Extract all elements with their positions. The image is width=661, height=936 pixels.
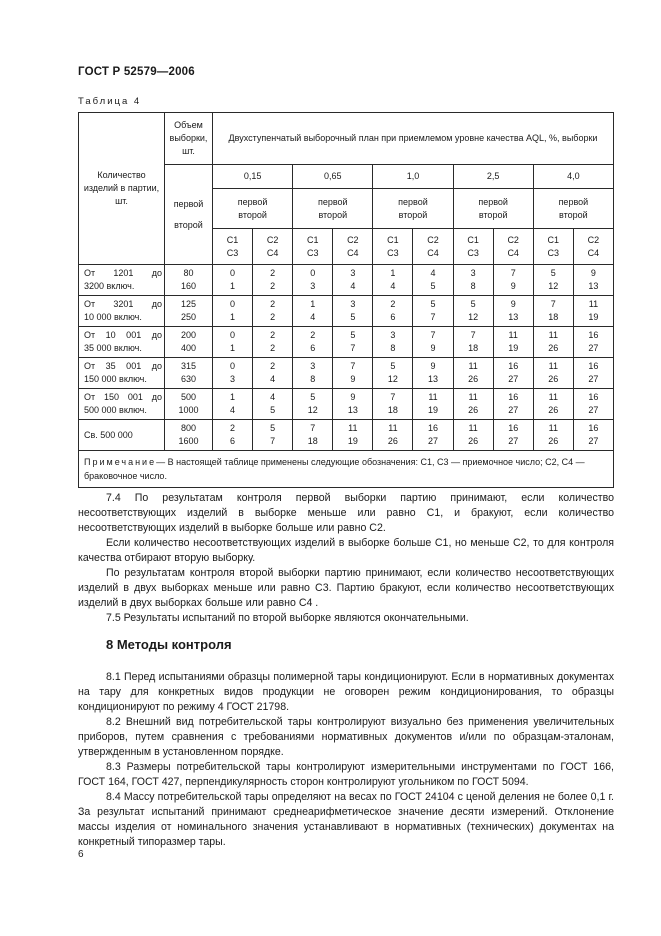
table-row xyxy=(79,389,614,420)
acceptance-number: 11 19 xyxy=(333,420,373,451)
acceptance-number: 11 19 xyxy=(573,296,613,327)
col-c2-c4: С2 С4 xyxy=(413,229,453,265)
paragraph: По результатам контроля второй выборки партию принимают, если количество несоответствующих изделий в двух выборках меньше или равно С3. Партию бракуют, если количество несоответствующих изделий в двух выборках больше или равно С4 . xyxy=(78,567,614,609)
paragraph: 8.1 Перед испытаниями образцы полимерной тары кондиционируют. Если в нормативных документах на тару для конкретных видов продукции не оговорен режим кондиционирования, то образцы кондиционируют по режиму 4 ГОСТ 21798. xyxy=(78,671,614,713)
col-c2-c4: С2 С4 xyxy=(573,229,613,265)
acceptance-number: 2 6 xyxy=(373,296,413,327)
acceptance-number: 7 18 xyxy=(373,389,413,420)
acceptance-number: 0 3 xyxy=(293,265,333,296)
sample-size: 800 1600 xyxy=(165,420,213,451)
table-note xyxy=(79,451,614,488)
aql-level: 1,0 xyxy=(373,165,453,189)
acceptance-number: 5 7 xyxy=(333,327,373,358)
acceptance-number: 2 6 xyxy=(213,420,253,451)
paragraph: 8.4 Массу потребительской тары определяют на весах по ГОСТ 24104 с ценой деления не более 0,1 г. За результат испытаний принимают среднеарифметическое значение десяти измерений. Отклонение массы изделия от номинального значения устанавливают в нормативных (технических) документах на конкретный типоразмер тары. xyxy=(78,791,614,848)
sample-size: 200 400 xyxy=(165,327,213,358)
table-row xyxy=(79,358,614,389)
acceptance-number: 2 2 xyxy=(253,265,293,296)
col-c1-c3: С1 С3 xyxy=(533,229,573,265)
acceptance-number: 11 26 xyxy=(373,420,413,451)
acceptance-number: 11 26 xyxy=(453,358,493,389)
acceptance-number: 9 13 xyxy=(413,358,453,389)
acceptance-number: 11 26 xyxy=(533,358,573,389)
acceptance-number: 2 6 xyxy=(293,327,333,358)
acceptance-number: 7 9 xyxy=(413,327,453,358)
acceptance-number: 16 27 xyxy=(573,420,613,451)
acceptance-number: 3 5 xyxy=(333,296,373,327)
acceptance-number: 16 27 xyxy=(573,389,613,420)
aql-level: 0,65 xyxy=(293,165,373,189)
header-batch-quantity: Количество изделий в партии, шт. xyxy=(79,113,165,265)
acceptance-number: 11 26 xyxy=(533,389,573,420)
table-row xyxy=(79,327,614,358)
document-code-header: ГОСТ Р 52579—2006 xyxy=(78,66,195,78)
acceptance-number: 3 8 xyxy=(453,265,493,296)
acceptance-number: 4 5 xyxy=(253,389,293,420)
header-sample-first-second: первой второй xyxy=(165,165,213,265)
paragraph: 8.3 Размеры потребительской тары контролируют измерительными инструментами по ГОСТ 166, ГОСТ 164, ГОСТ 427, перпендикулярность сторон контролируют угольником по ГОСТ 5094. xyxy=(78,761,614,788)
header-sample-volume: Объем выборки, шт. xyxy=(165,113,213,165)
acceptance-number: 1 4 xyxy=(293,296,333,327)
sample-stage-label: первой второй xyxy=(213,189,293,229)
sample-stage-label: первой второй xyxy=(533,189,613,229)
acceptance-number: 4 5 xyxy=(413,265,453,296)
paragraph: 7.4 По результатам контроля первой выборки партию принимают, если количество несоответствующих изделий в выборке меньше или равно С1, и бракуют, если количество несоответствующих изделий в выборке больше или равно С2. xyxy=(78,492,614,534)
table-caption: Таблица 4 xyxy=(78,96,142,107)
acceptance-number: 11 26 xyxy=(453,389,493,420)
table-row xyxy=(79,420,614,451)
acceptance-number: 2 2 xyxy=(253,296,293,327)
col-c1-c3: С1 С3 xyxy=(373,229,413,265)
acceptance-number: 0 3 xyxy=(213,358,253,389)
section-8-text xyxy=(78,670,614,850)
batch-range: От 35 001 до 150 000 включ. xyxy=(79,358,165,389)
acceptance-number: 7 9 xyxy=(493,265,533,296)
page-number: 6 xyxy=(78,849,84,860)
note-text: — В настоящей таблице применены следующие обозначения: С1, С3 — приемочное число; С2, С4 — браковочное число. xyxy=(84,457,585,481)
acceptance-number: 11 26 xyxy=(533,420,573,451)
acceptance-number: 0 1 xyxy=(213,327,253,358)
acceptance-number: 9 13 xyxy=(493,296,533,327)
sampling-plan-table xyxy=(78,112,614,488)
acceptance-number: 2 4 xyxy=(253,358,293,389)
acceptance-number: 3 8 xyxy=(293,358,333,389)
acceptance-number: 5 7 xyxy=(253,420,293,451)
acceptance-number: 7 18 xyxy=(293,420,333,451)
table-row xyxy=(79,296,614,327)
batch-range: От 150 001 до 500 000 включ. xyxy=(79,389,165,420)
acceptance-number: 16 27 xyxy=(573,358,613,389)
batch-range: От 10 001 до 35 000 включ. xyxy=(79,327,165,358)
acceptance-number: 5 12 xyxy=(373,358,413,389)
acceptance-number: 16 27 xyxy=(493,389,533,420)
acceptance-number: 11 19 xyxy=(493,327,533,358)
acceptance-number: 11 26 xyxy=(453,420,493,451)
acceptance-number: 11 26 xyxy=(533,327,573,358)
col-c1-c3: С1 С3 xyxy=(213,229,253,265)
sample-stage-label: первой второй xyxy=(293,189,373,229)
acceptance-number: 9 13 xyxy=(333,389,373,420)
acceptance-number: 7 9 xyxy=(333,358,373,389)
acceptance-number: 5 12 xyxy=(453,296,493,327)
acceptance-number: 5 12 xyxy=(533,265,573,296)
batch-range: Св. 500 000 xyxy=(79,420,165,451)
batch-range: От 3201 до 10 000 включ. xyxy=(79,296,165,327)
paragraph: Если количество несоответствующих изделий в выборке больше С1, но меньше С2, то для контроля качества отбирают вторую выборку. xyxy=(78,537,614,564)
acceptance-number: 9 13 xyxy=(573,265,613,296)
sample-stage-label: первой второй xyxy=(373,189,453,229)
col-c2-c4: С2 С4 xyxy=(253,229,293,265)
acceptance-number: 0 1 xyxy=(213,296,253,327)
table-body xyxy=(79,265,614,451)
table-row xyxy=(79,265,614,296)
sample-size: 80 160 xyxy=(165,265,213,296)
acceptance-number: 1 4 xyxy=(213,389,253,420)
aql-level: 4,0 xyxy=(533,165,613,189)
sample-stage-label: первой второй xyxy=(453,189,533,229)
acceptance-number: 3 4 xyxy=(333,265,373,296)
acceptance-number: 16 27 xyxy=(413,420,453,451)
acceptance-number: 7 18 xyxy=(453,327,493,358)
aql-level: 0,15 xyxy=(213,165,293,189)
acceptance-number: 3 8 xyxy=(373,327,413,358)
acceptance-number: 5 12 xyxy=(293,389,333,420)
acceptance-number: 1 4 xyxy=(373,265,413,296)
sample-size: 125 250 xyxy=(165,296,213,327)
section-7-text xyxy=(78,491,614,626)
col-c2-c4: С2 С4 xyxy=(333,229,373,265)
acceptance-number: 5 7 xyxy=(413,296,453,327)
batch-range: От 1201 до 3200 включ. xyxy=(79,265,165,296)
acceptance-number: 16 27 xyxy=(573,327,613,358)
acceptance-number: 7 18 xyxy=(533,296,573,327)
acceptance-number: 0 1 xyxy=(213,265,253,296)
paragraph: 7.5 Результаты испытаний по второй выборке являются окончательными. xyxy=(106,612,469,624)
paragraph: 8.2 Внешний вид потребительской тары контролируют визуально без применения увеличительных приборов, путем сравнения с требованиями нормативных документов и/или по образцам-эталонам, утвержденным в установленном порядке. xyxy=(78,716,614,758)
aql-level: 2,5 xyxy=(453,165,533,189)
note-label: Примечание xyxy=(84,457,157,467)
col-c1-c3: С1 С3 xyxy=(453,229,493,265)
sample-size: 500 1000 xyxy=(165,389,213,420)
acceptance-number: 16 27 xyxy=(493,358,533,389)
acceptance-number: 2 2 xyxy=(253,327,293,358)
acceptance-number: 16 27 xyxy=(493,420,533,451)
acceptance-number: 11 19 xyxy=(413,389,453,420)
col-c1-c3: С1 С3 xyxy=(293,229,333,265)
header-plan-title: Двухступенчатый выборочный план при приемлемом уровне качества AQL, %, выборки xyxy=(213,113,614,165)
section-8-heading: 8 Методы контроля xyxy=(106,637,232,652)
sample-size: 315 630 xyxy=(165,358,213,389)
col-c2-c4: С2 С4 xyxy=(493,229,533,265)
